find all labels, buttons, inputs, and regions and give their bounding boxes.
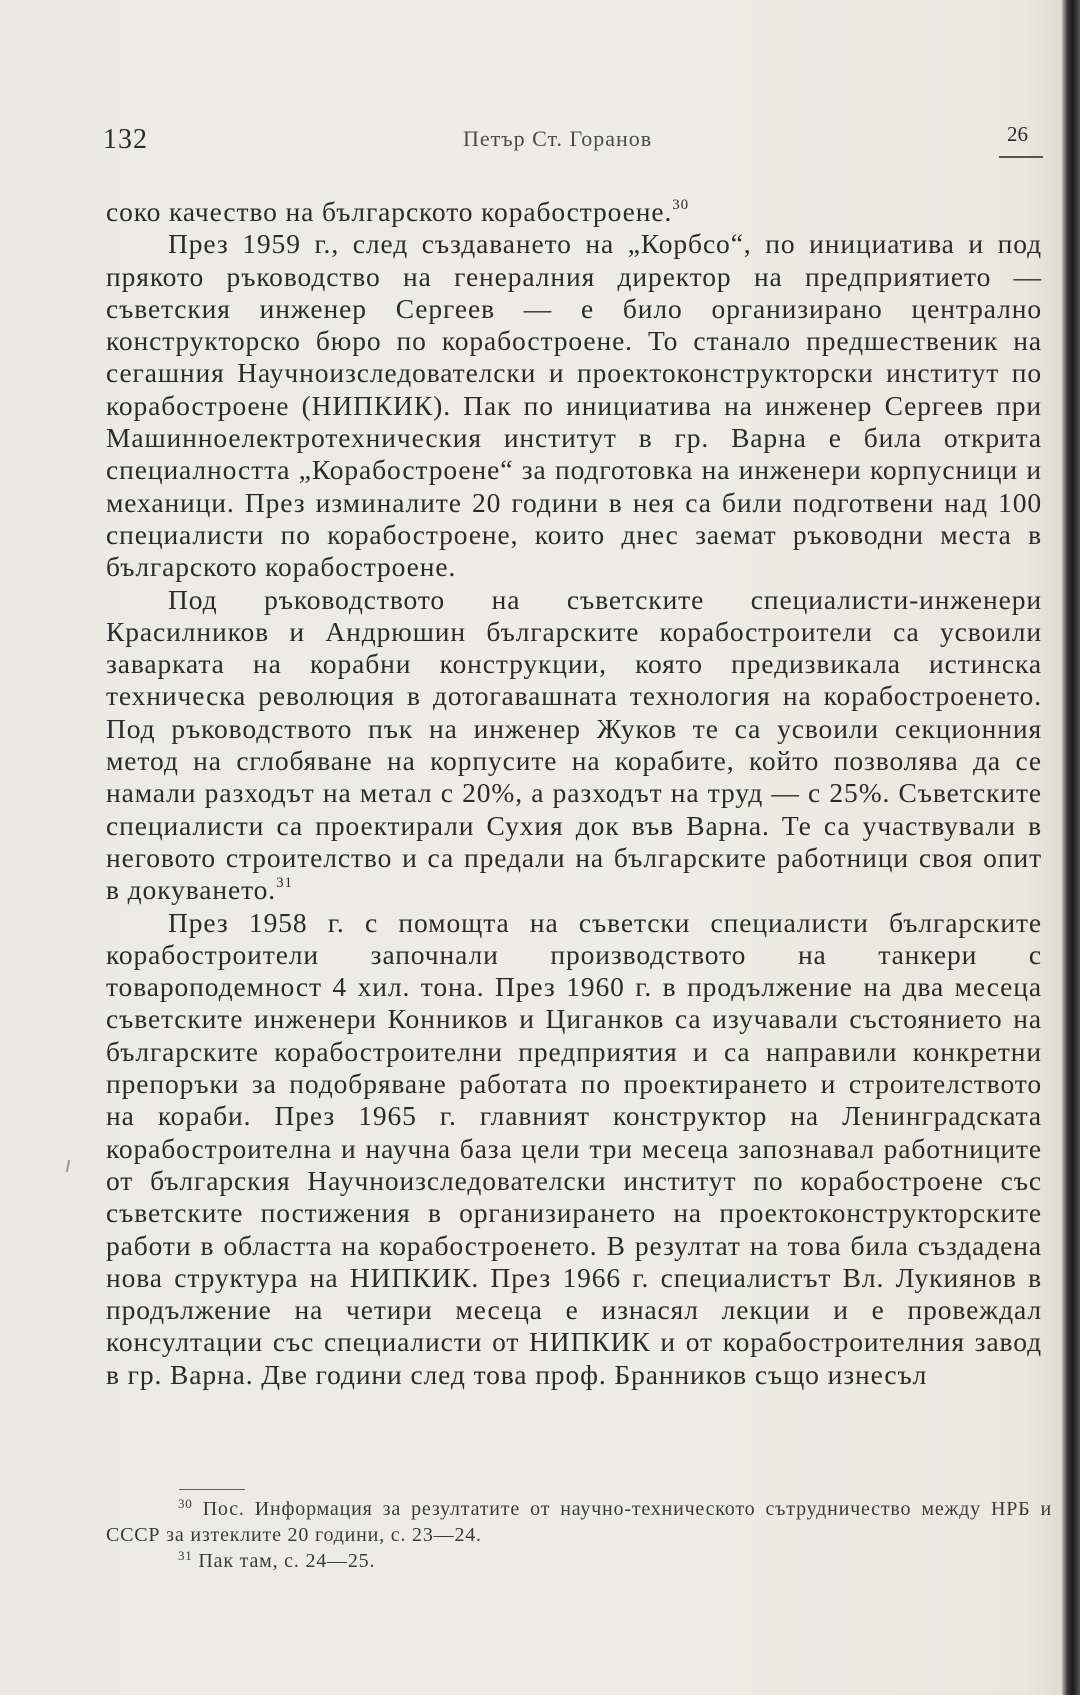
paragraph-text: соко качество на българското корабостроене. [106, 196, 673, 227]
paragraph [106, 584, 1042, 907]
paragraph [106, 907, 1042, 1391]
footnote-number: 31 [178, 1548, 193, 1563]
page-number: 132 [103, 124, 148, 155]
footnotes [106, 1496, 1052, 1574]
running-title: Петър Ст. Горанов [463, 126, 653, 151]
footnote [106, 1496, 1052, 1548]
footnote [106, 1548, 1052, 1574]
signature-underline [999, 156, 1043, 158]
paragraph [106, 196, 1042, 228]
footnote-reference[interactable]: 31 [276, 875, 293, 892]
page-edge-shadow [1062, 0, 1080, 1695]
paragraph-text: През 1958 г. с помощта на съветски специалисти българските корабостроители започнали производството на танкери с товароподемност 4 хил. тона. През 1960 г. в продължение на два месеца съветските инженери Конников и Циганков са изучавали състоянието на българските корабостроителни предприятия и са направили конкретни препоръки за подобряване работата по проектирането и строителството на кораби. През 1965 г. главният конструктор на Ленинградската корабостроителна и научна база цели три месеца запознавал работниците от българския Научноизследователски институт по корабостроене със съветските постижения в организирането на проектоконструкторските работи в областта на корабостроенето. В резултат на това била създадена нова структура на НИПКИК. През 1966 г. специалистът Вл. Лукиянов в продължение на четири месеца е изнасял лекции и е провеждал консултации със специалисти от НИПКИК и от корабостроителния завод в гр. Варна. Две години след това проф. Бранников също изнесъл [106, 906, 1042, 1390]
footnote-text: Пак там, с. 24—25. [198, 1550, 376, 1572]
paragraph-text: Под ръководството на съветските специалисти-инженери Красилников и Андрюшин българските корабостроители са усвоили заварката на корабни конструкции, която предизвикала истинска техническа революция в дотогавашната технология на корабостроенето. Под ръководството пък на инженер Жуков те са усвоили секционния метод на сглобяване на корпусите на корабите, който позволява да се намали разходът на метал с 20%, а разходът на труд — с 25%. Съветските специалисти са проектирали Сухия док във Варна. Те са участвували в неговото строителство и са предали на българските работници своя опит в докуването. [106, 583, 1042, 906]
footnote-separator [179, 1489, 245, 1490]
footnote-reference[interactable]: 30 [672, 197, 690, 213]
running-header [103, 118, 1038, 162]
paragraph [106, 228, 1042, 583]
footnote-text: Пос. Информация за резултатите от научно-техническото сътрудничество между НРБ и СССР за изтеклите 20 години, с. 23—24. [106, 1498, 1052, 1546]
paragraph-text: През 1959 г., след създаването на „Корбсо“, по инициатива и под прякото ръководство на генералния директор на предприятието — съветския инженер Сергеев — е било организирано централно конструкторско бюро по корабостроене. То станало предшественик на сегашния Научноизследователски и проектоконструкторски институт по корабостроене (НИПКИК). Пак по инициатива на инженер Сергеев при Машинноелектротехническия институт в гр. Варна е била открита специалността „Корабостроене“ за подготовка на инженери корпусници и механици. През изминалите 20 години в нея са били подготвени над 100 специалисти по корабостроене, които днес заемат ръководни места в българското корабостроене. [106, 228, 1042, 583]
footnote-number: 30 [178, 1496, 193, 1511]
signature-mark: 26 [1007, 122, 1028, 146]
main-text [106, 196, 1042, 1391]
